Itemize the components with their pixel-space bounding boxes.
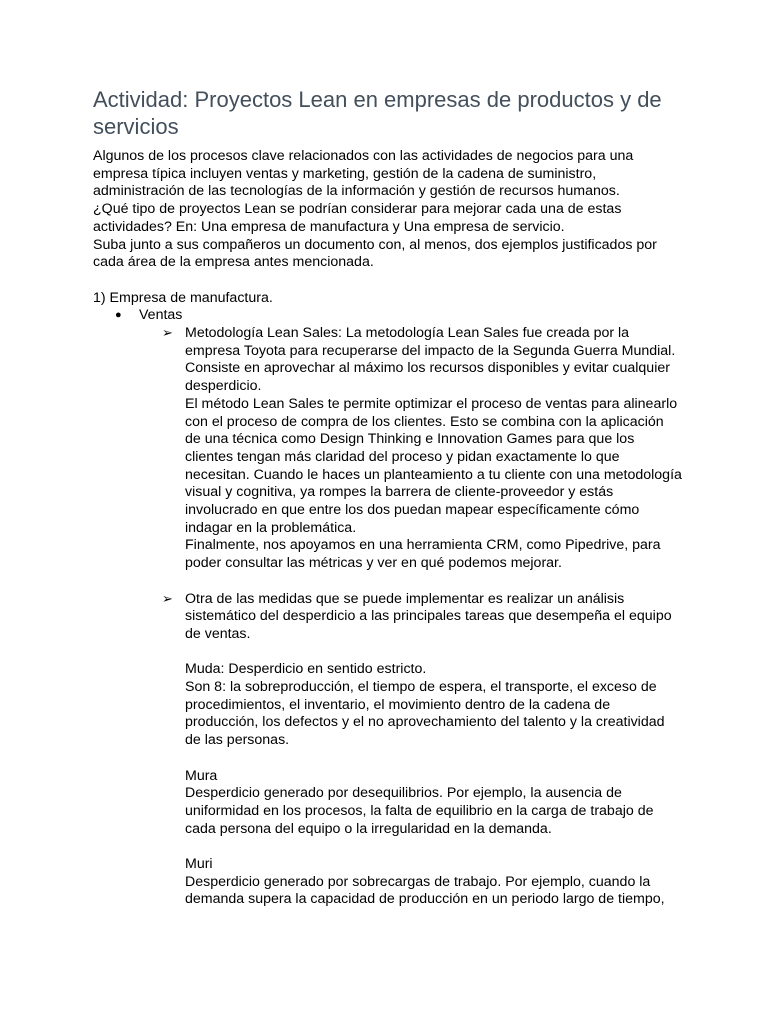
- spacer: [185, 644, 683, 662]
- lean-sales-paragraph-2: El método Lean Sales te permite optimizar el proceso de ventas para alinearlo con el proceso de compra de los clientes. Esto se combina con la aplicación de una técnica como Design Thinking e Innovation Games para que los clientes tengan más claridad del proceso y pidan exactamente lo que necesitan. Cuando le haces un planteamiento a tu cliente con una metodología visual y cognitiva, ya rompes la barrera de cliente-proveedor y estás involucrado en que entre los dos puedan mapear específicamente cómo indagar en la problemática.: [185, 395, 686, 536]
- sub-item-lean-sales: [162, 325, 686, 573]
- spacer: [185, 750, 683, 768]
- lean-sales-paragraph-3: Finalmente, nos apoyamos en una herramienta CRM, como Pipedrive, para poder consultar las métricas y ver en qué podemos mejorar.: [185, 537, 665, 572]
- muri-heading: Muri: [185, 856, 213, 873]
- spacer: [185, 838, 683, 856]
- lean-sales-paragraph-1: Metodología Lean Sales: La metodología Lean Sales fue creada por la empresa Toyota para recuperarse del impacto de la Segunda Guerra Mundial. Consiste en aprovechar al máximo los recursos disponibles y evitar cualquier desperdicio.: [185, 325, 680, 395]
- muri-body: Desperdicio generado por sobrecargas de trabajo. Por ejemplo, cuando la demanda supera la capacidad de producción en un periodo largo de tiempo,: [185, 873, 665, 908]
- spacer: [185, 573, 683, 591]
- sub-list: [162, 325, 686, 909]
- arrow-icon: ➢: [162, 591, 173, 607]
- mura-heading: Mura: [185, 767, 218, 784]
- document-title: Actividad: Proyectos Lean en empresas de productos y de servicios: [93, 87, 662, 139]
- bullet-icon: ●: [115, 309, 122, 322]
- waste-analysis-paragraph: Otra de las medidas que se puede implementar es realizar un análisis sistemático del desperdicio a las principales tareas que desempeña el equipo de ventas.: [185, 590, 676, 642]
- sub-item-waste-analysis: [162, 590, 683, 910]
- mura-body: Desperdicio generado por desequilibrios. Por ejemplo, la ausencia de uniformidad en los procesos, la falta de equilibrio en la carga de trabajo de cada persona del equipo o la irregularidad en la demanda.: [185, 785, 658, 837]
- document-page: [93, 86, 686, 909]
- intro-paragraph: Algunos de los procesos clave relacionados con las actividades de negocios para una empresa típica incluyen ventas y marketing, gestión de la cadena de suministro, administración de las tecnologías de la información y gestión de recursos humanos. ¿Qué tipo de proyectos Lean se podrían considerar para mejorar cada una de estas actividades? En: Una empresa de manufactura y Una empresa de servicio. Suba junto a sus compañeros un documento con, al menos, dos ejemplos justificados por cada área de la empresa antes mencionada.: [93, 148, 657, 271]
- muda-body: Son 8: la sobreproducción, el tiempo de espera, el transporte, el exceso de procedimientos, el inventario, el movimiento dentro de la cadena de producción, los defectos y el no aprovechamiento del talento y la creatividad de las personas.: [185, 679, 669, 749]
- section-heading: 1) Empresa de manufactura.: [93, 289, 273, 306]
- bullet-label: Ventas: [139, 307, 183, 324]
- arrow-icon: ➢: [162, 326, 173, 342]
- muda-heading: Muda: Desperdicio en sentido estricto.: [185, 661, 427, 678]
- bullet-item-ventas: [115, 307, 683, 325]
